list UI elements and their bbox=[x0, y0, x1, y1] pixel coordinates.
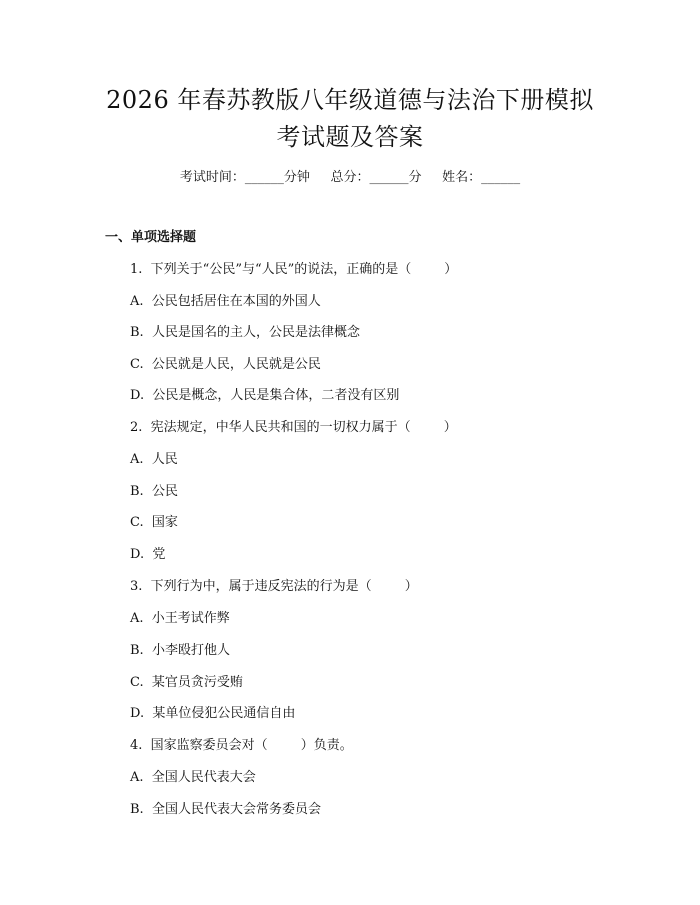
question-stem-4: 4. 国家监察委员会对（ ）负责。 bbox=[130, 738, 353, 753]
option-2-d: D. 党 bbox=[130, 547, 166, 562]
document-title-line-1: 2026 年春苏教版八年级道德与法治下册模拟 bbox=[106, 86, 594, 114]
question-stem-3: 3. 下列行为中，属于违反宪法的行为是（ ） bbox=[130, 579, 418, 594]
option-3-b: B. 小李殴打他人 bbox=[130, 643, 230, 658]
option-1-d: D. 公民是概念，人民是集合体，二者没有区别 bbox=[130, 388, 400, 403]
option-4-b: B. 全国人民代表大会常务委员会 bbox=[130, 802, 321, 817]
section-heading: 一、单项选择题 bbox=[105, 230, 197, 245]
option-2-a: A. 人民 bbox=[130, 452, 178, 467]
option-2-b: B. 公民 bbox=[130, 484, 178, 499]
option-3-d: D. 某单位侵犯公民通信自由 bbox=[130, 706, 296, 721]
option-1-a: A. 公民包括居住在本国的外国人 bbox=[130, 294, 321, 309]
option-2-c: C. 国家 bbox=[130, 515, 178, 530]
option-1-c: C. 公民就是人民，人民就是公民 bbox=[130, 357, 321, 372]
document-title-line-2: 考试题及答案 bbox=[276, 123, 424, 151]
question-stem-2: 2. 宪法规定，中华人民共和国的一切权力属于（ ） bbox=[130, 420, 457, 435]
option-4-a: A. 全国人民代表大会 bbox=[130, 770, 256, 785]
exam-meta-line: 考试时间：______分钟 总分：______分 姓名：______ bbox=[179, 170, 521, 185]
question-stem-1: 1. 下列关于“公民”与“人民”的说法，正确的是（ ） bbox=[130, 262, 458, 277]
option-3-c: C. 某官员贪污受贿 bbox=[130, 675, 243, 690]
option-3-a: A. 小王考试作弊 bbox=[130, 611, 230, 626]
option-1-b: B. 人民是国名的主人，公民是法律概念 bbox=[130, 325, 360, 340]
